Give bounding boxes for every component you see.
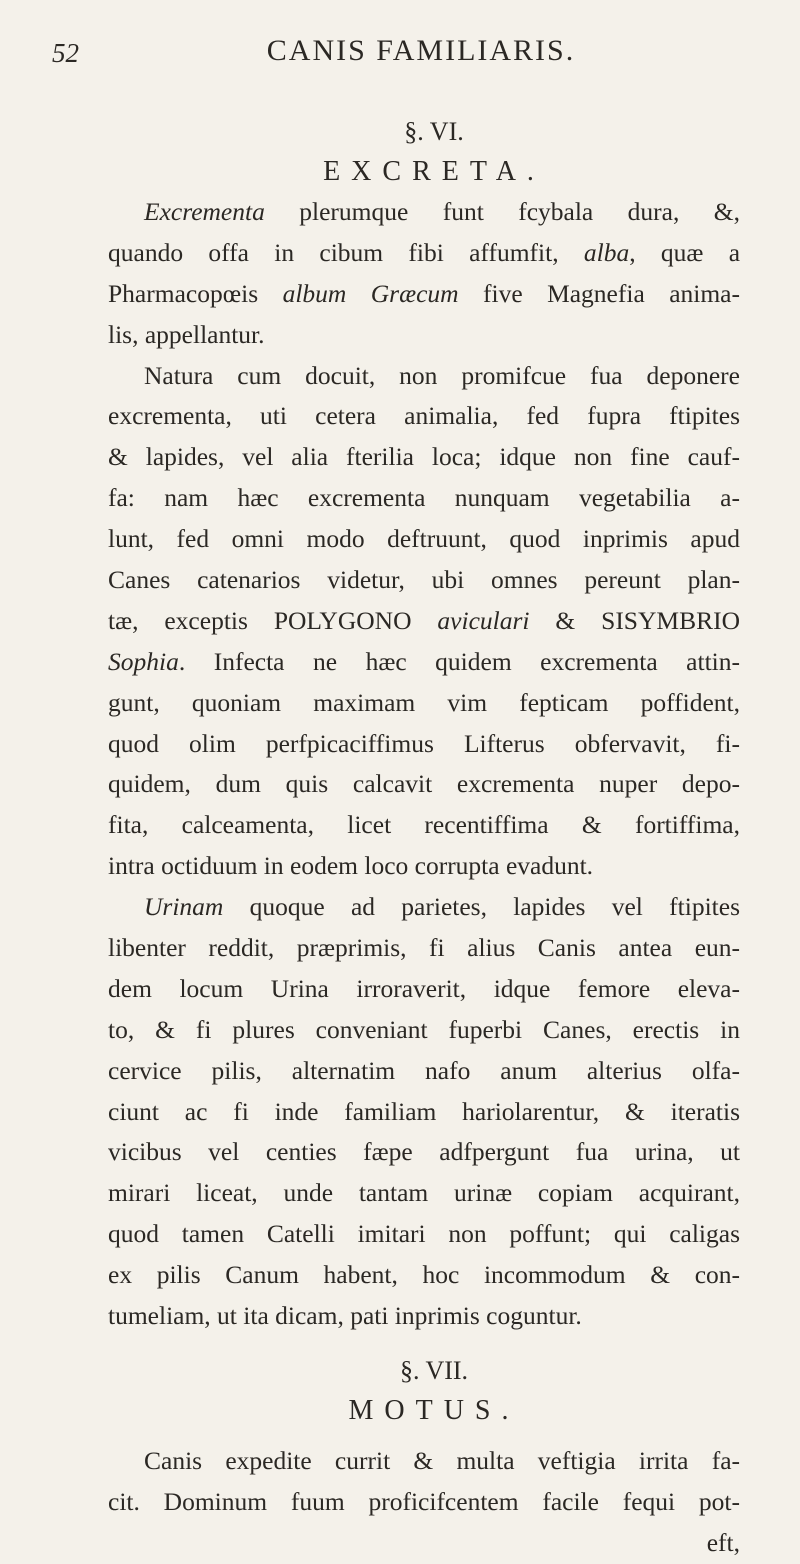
- text-line: lunt, fed omni modo deftruunt, quod inprimis apud: [108, 524, 740, 554]
- text-line: vicibus vel centies fæpe adfpergunt fua urina, ut: [108, 1137, 740, 1167]
- text-run: five Magnefia anima-: [458, 278, 740, 308]
- text-line: fa: nam hæc excrementa nunquam vegetabilia a-: [108, 483, 740, 513]
- page-header: [52, 34, 760, 74]
- text-line: excrementa, uti cetera animalia, fed fupra ftipites: [108, 401, 740, 431]
- text-line: [108, 274, 740, 315]
- text-line: ciunt ac fi inde familiam hariolarentur, & iteratis: [108, 1096, 740, 1126]
- paragraph-urinam: [108, 887, 740, 1337]
- text-run: lis, appellantur.: [108, 319, 265, 349]
- paragraph-excreta: [108, 192, 740, 356]
- text-run: Pharmacopœis: [108, 278, 259, 308]
- text-line: to, & fi plures conveniant fuperbi Canes, erectis in: [108, 1014, 740, 1044]
- text-run: plerumque funt fcybala dura, &,: [264, 197, 740, 226]
- italic-term: Sophia: [108, 646, 179, 676]
- text-line: fita, calceamenta, licet recentiffima & fortiffima,: [108, 810, 740, 840]
- text-line: [108, 192, 740, 233]
- text-line: mirari liceat, unde tantam urinæ copiam acquirant,: [108, 1178, 740, 1208]
- italic-term: Excrementa: [144, 197, 265, 226]
- text-run: , quæ a: [629, 237, 741, 267]
- text-line: [108, 642, 740, 683]
- italic-term: aviculari: [437, 605, 530, 635]
- text-line: dem locum Urina irroraverit, idque femore eleva-: [108, 973, 740, 1003]
- text-run: & SISYMBRIO: [529, 605, 741, 635]
- text-line: Canis expedite currit & multa veftigia irrita fa-: [144, 1445, 740, 1475]
- text-line: cit. Dominum fuum proficifcentem facile fequi pot-: [108, 1486, 740, 1516]
- paragraph-motus: [108, 1441, 740, 1564]
- text-run: quoque ad parietes, lapides vel ftipites: [223, 892, 740, 922]
- page-number: 52: [52, 38, 79, 68]
- italic-term: album Græcum: [282, 278, 459, 308]
- text-line: gunt, quoniam maximam vim fepticam poffident,: [108, 687, 740, 717]
- running-head: CANIS FAMILIARIS.: [266, 34, 576, 67]
- text-line: Natura cum docuit, non promifcue fua deponere: [144, 360, 740, 390]
- text-line: cervice pilis, alternatim nafo anum alterius olfa-: [108, 1055, 740, 1085]
- text-run: quando offa in cibum fibi affumfit,: [108, 237, 559, 267]
- section-6-mark: §. VI.: [404, 117, 464, 146]
- section-7-mark: §. VII.: [399, 1355, 469, 1385]
- text-line: Canes catenarios videtur, ubi omnes pereunt plan-: [108, 565, 740, 595]
- text-line: quod tamen Catelli imitari non poffunt; qui caligas: [108, 1219, 740, 1249]
- text-body: [108, 112, 740, 1564]
- section-7-title: MOTUS.: [348, 1394, 520, 1426]
- section-6-title: EXCRETA.: [323, 156, 545, 187]
- text-line: [108, 601, 740, 642]
- text-line: quidem, dum quis calcavit excrementa nuper depo-: [108, 769, 740, 799]
- paragraph-natura: [108, 356, 740, 888]
- text-line: [108, 233, 740, 274]
- text-line: libenter reddit, præprimis, fi alius Canis antea eun-: [108, 933, 740, 963]
- italic-term: alba: [583, 237, 630, 267]
- text-line: [108, 315, 740, 356]
- catchword: eft,: [706, 1527, 740, 1557]
- text-line: ex pilis Canum habent, hoc incommodum & con-: [108, 1260, 740, 1290]
- text-line: intra octiduum in eodem loco corrupta evadunt.: [108, 851, 594, 881]
- text-line: quod olim perfpicaciffimus Lifterus obfervavit, fi-: [108, 728, 740, 758]
- text-line: [108, 887, 740, 928]
- italic-term: Urinam: [144, 892, 224, 922]
- text-run: tæ, exceptis POLYGONO: [108, 605, 438, 635]
- text-run: . Infecta ne hæc quidem excrementa attin-: [178, 646, 740, 676]
- text-line: tumeliam, ut ita dicam, pati inprimis coguntur.: [108, 1301, 582, 1331]
- text-line: & lapides, vel alia fterilia loca; idque non fine cauf-: [108, 442, 740, 472]
